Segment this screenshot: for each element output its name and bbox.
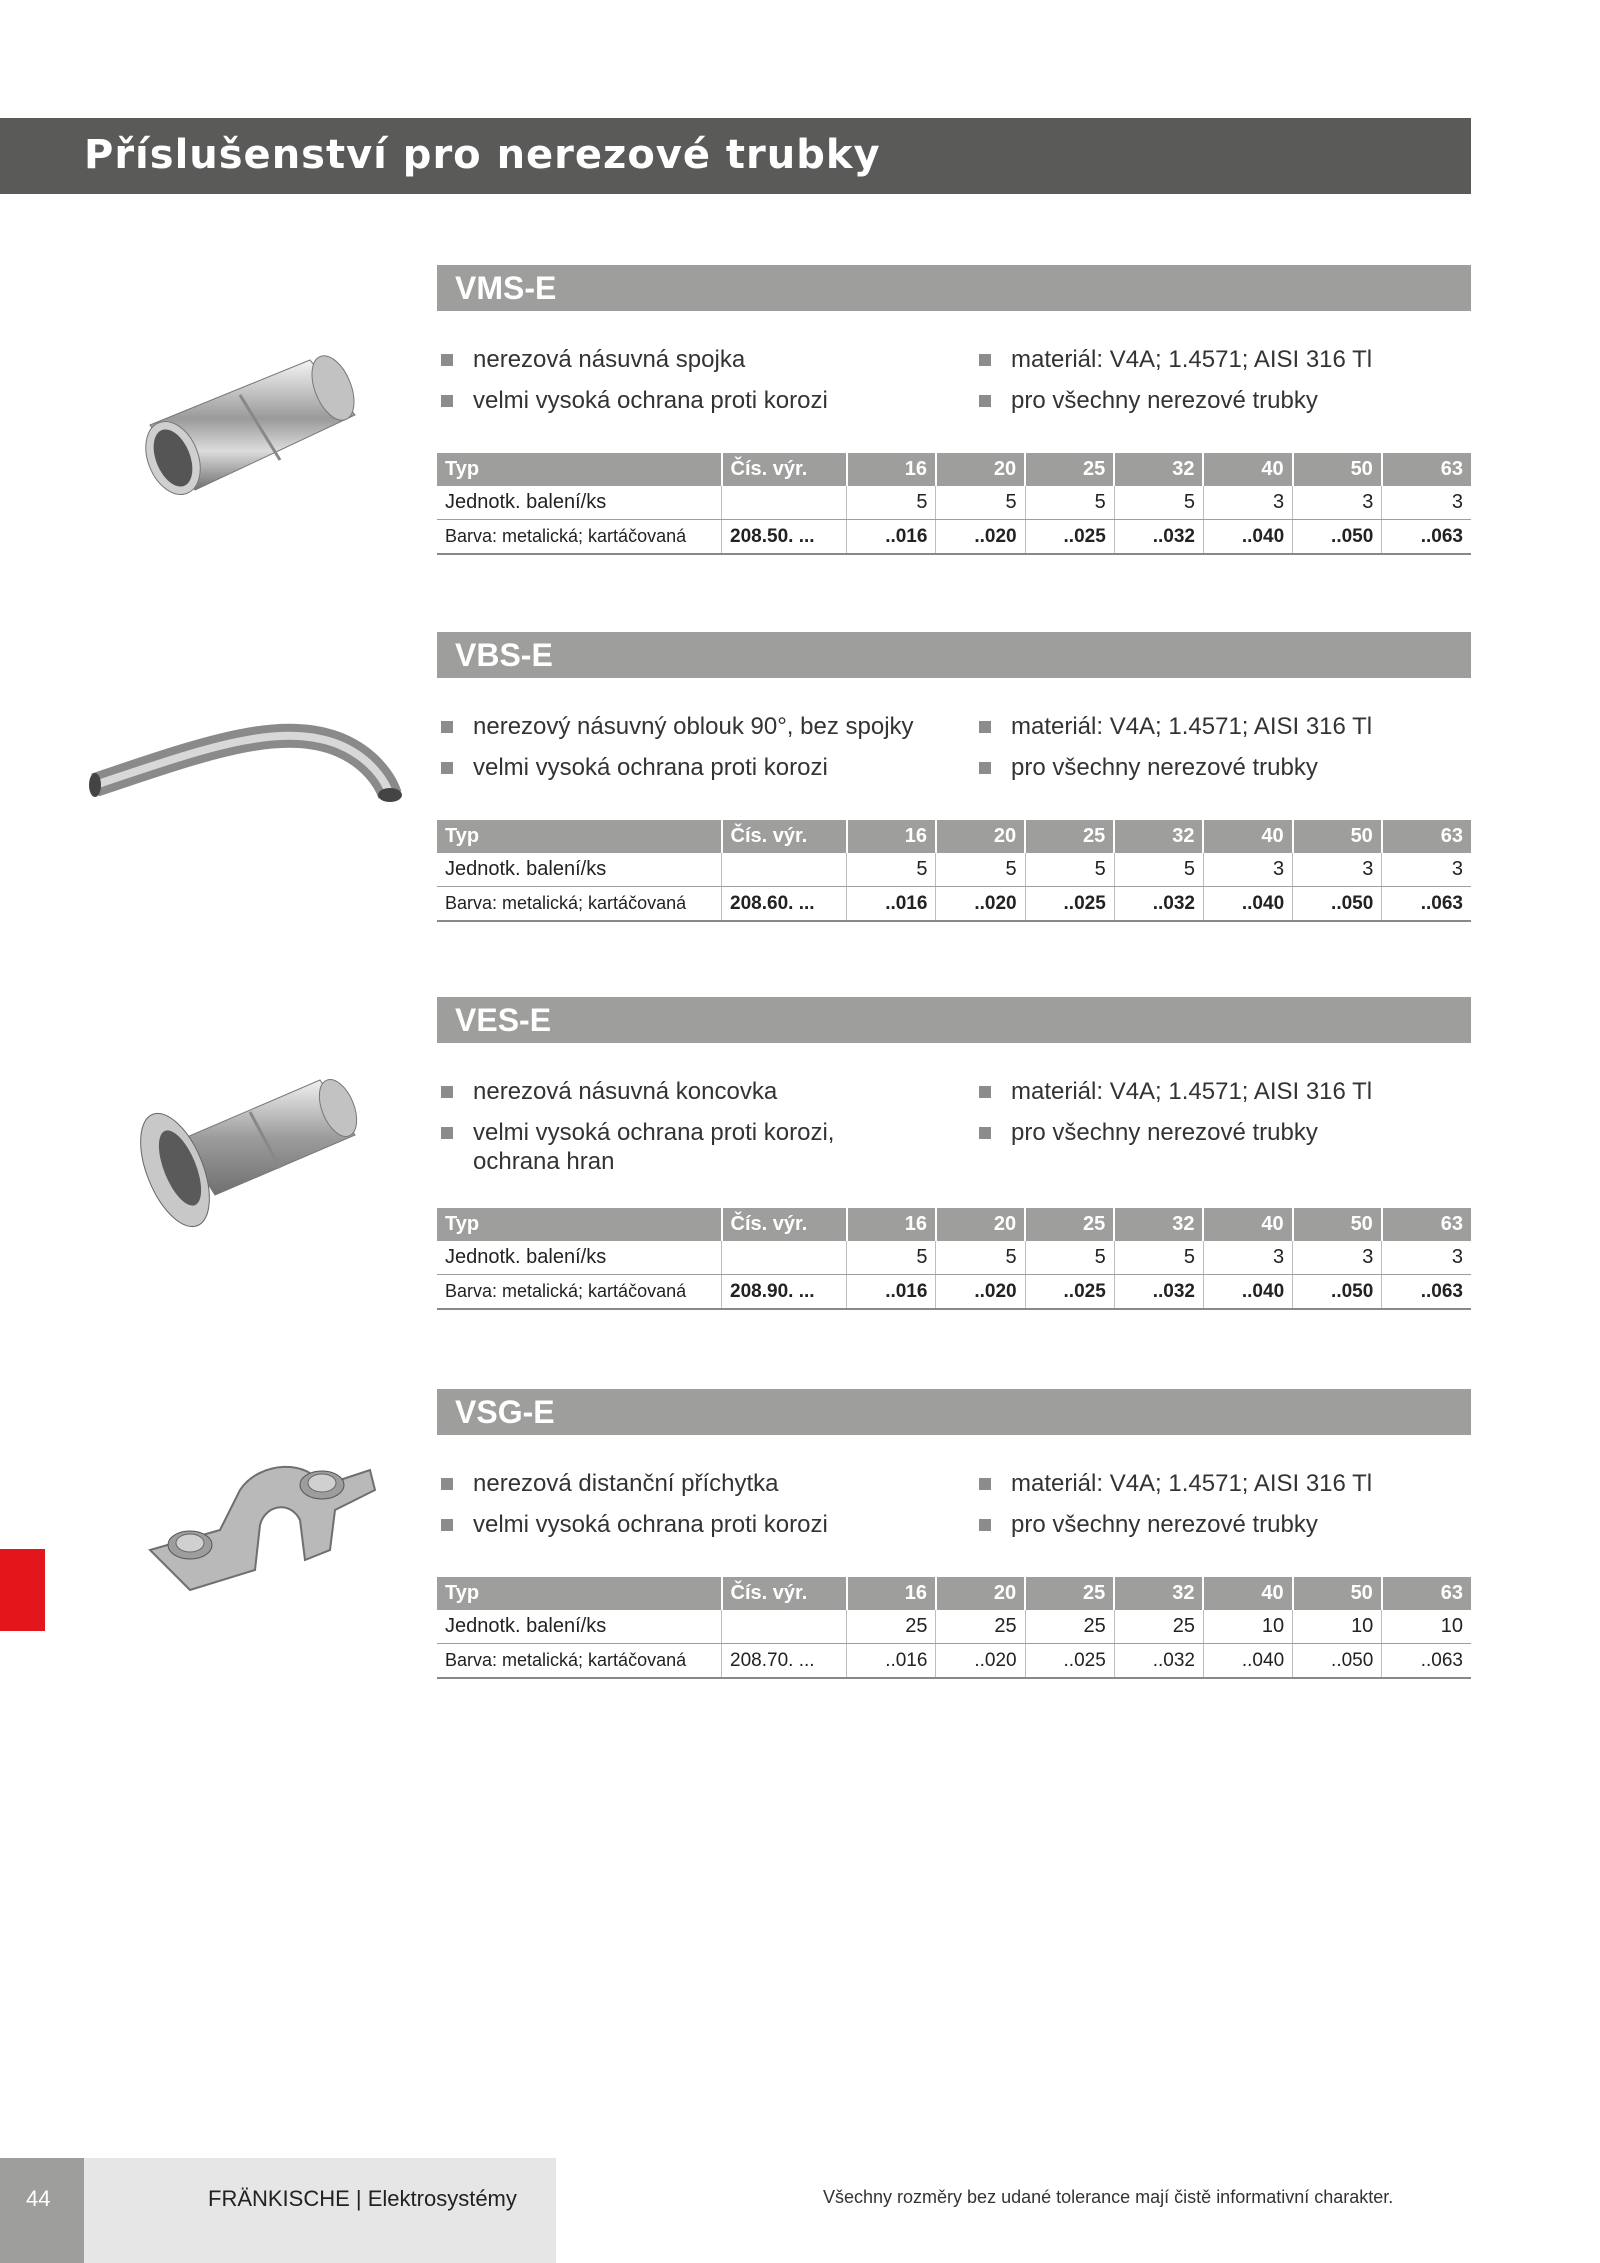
cell: 3 bbox=[1293, 486, 1382, 520]
feature-bullet: materiál: V4A; 1.4571; AISI 316 Tl bbox=[979, 345, 1459, 375]
feature-bullet: velmi vysoká ochrana proti korozi bbox=[441, 753, 941, 783]
bullet-square-icon bbox=[441, 1086, 453, 1098]
feature-bullet: nerezový násuvný oblouk 90°, bez spojky bbox=[441, 712, 941, 742]
col-size: 63 bbox=[1382, 1208, 1471, 1241]
bullet-square-icon bbox=[441, 721, 453, 733]
cell: 10 bbox=[1382, 1610, 1471, 1644]
cell: ..016 bbox=[847, 520, 936, 555]
cell-article: 208.50. ... bbox=[722, 520, 847, 555]
table-row bbox=[437, 486, 1471, 520]
bullet-square-icon bbox=[441, 762, 453, 774]
feature-bullet: pro všechny nerezové trubky bbox=[979, 386, 1459, 416]
cell-article: 208.70. ... bbox=[722, 1644, 847, 1679]
cell: 5 bbox=[1025, 1241, 1114, 1275]
col-size: 40 bbox=[1203, 820, 1292, 853]
footer-brand: FRÄNKISCHE | Elektrosystémy bbox=[208, 2186, 517, 2211]
feature-bullet: velmi vysoká ochrana proti korozi bbox=[441, 1510, 941, 1540]
feature-bullet: materiál: V4A; 1.4571; AISI 316 Tl bbox=[979, 1077, 1459, 1107]
section-title: VMS-E bbox=[455, 270, 557, 306]
row-label: Jednotk. balení/ks bbox=[437, 486, 722, 520]
cell: 25 bbox=[936, 1610, 1025, 1644]
col-size: 16 bbox=[847, 453, 936, 486]
cell: 3 bbox=[1293, 853, 1382, 887]
cell: ..016 bbox=[847, 887, 936, 922]
cell bbox=[722, 1241, 847, 1275]
col-typ: Typ bbox=[437, 820, 722, 853]
feature-bullet: pro všechny nerezové trubky bbox=[979, 1118, 1459, 1148]
col-size: 25 bbox=[1025, 453, 1114, 486]
feature-bullet: pro všechny nerezové trubky bbox=[979, 1510, 1459, 1540]
bullet-square-icon bbox=[979, 354, 991, 366]
cell: ..025 bbox=[1025, 520, 1114, 555]
col-size: 20 bbox=[936, 453, 1025, 486]
cell: 5 bbox=[936, 853, 1025, 887]
cell: ..050 bbox=[1293, 887, 1382, 922]
col-size: 25 bbox=[1025, 1208, 1114, 1241]
cell: 10 bbox=[1293, 1610, 1382, 1644]
col-size: 25 bbox=[1025, 820, 1114, 853]
bullet-square-icon bbox=[441, 1478, 453, 1490]
col-size: 50 bbox=[1293, 820, 1382, 853]
table-row bbox=[437, 1610, 1471, 1644]
cell: ..032 bbox=[1114, 520, 1203, 555]
cell: 5 bbox=[1025, 486, 1114, 520]
section-header bbox=[437, 1389, 1471, 1435]
spec-table bbox=[437, 1208, 1471, 1310]
col-article: Čís. výr. bbox=[722, 1577, 847, 1610]
section-title: VBS-E bbox=[455, 637, 553, 673]
bullet-square-icon bbox=[979, 395, 991, 407]
section-title: VES-E bbox=[455, 1002, 552, 1038]
bullet-square-icon bbox=[441, 1519, 453, 1531]
footer-page-number-box bbox=[0, 2158, 84, 2263]
cell: ..020 bbox=[936, 1275, 1025, 1310]
col-article: Čís. výr. bbox=[722, 453, 847, 486]
table-row bbox=[437, 1275, 1471, 1310]
cell: ..040 bbox=[1203, 887, 1292, 922]
elbow-image bbox=[80, 700, 420, 820]
table-row bbox=[437, 1644, 1471, 1679]
cell: 5 bbox=[1114, 486, 1203, 520]
bullet-square-icon bbox=[979, 721, 991, 733]
col-size: 32 bbox=[1114, 453, 1203, 486]
bullet-square-icon bbox=[979, 762, 991, 774]
feature-bullet: velmi vysoká ochrana proti korozi bbox=[441, 386, 941, 416]
cell: ..020 bbox=[936, 520, 1025, 555]
cell-article: 208.90. ... bbox=[722, 1275, 847, 1310]
page-title: Příslušenství pro nerezové trubky bbox=[84, 132, 881, 178]
section-header bbox=[437, 997, 1471, 1043]
coupling-image bbox=[130, 330, 370, 510]
feature-bullet: nerezová násuvná spojka bbox=[441, 345, 941, 375]
bullet-square-icon bbox=[441, 1127, 453, 1139]
cell: 3 bbox=[1203, 486, 1292, 520]
bullet-square-icon bbox=[979, 1478, 991, 1490]
cell: ..063 bbox=[1382, 1644, 1471, 1679]
row-label: Jednotk. balení/ks bbox=[437, 1241, 722, 1275]
cell: ..025 bbox=[1025, 1644, 1114, 1679]
col-size: 16 bbox=[847, 1577, 936, 1610]
bullet-square-icon bbox=[979, 1086, 991, 1098]
cell: ..050 bbox=[1293, 520, 1382, 555]
col-size: 50 bbox=[1293, 1208, 1382, 1241]
feature-bullet: materiál: V4A; 1.4571; AISI 316 Tl bbox=[979, 1469, 1459, 1499]
table-row bbox=[437, 853, 1471, 887]
col-size: 50 bbox=[1293, 453, 1382, 486]
cell: 5 bbox=[1114, 853, 1203, 887]
cell: ..032 bbox=[1114, 887, 1203, 922]
col-typ: Typ bbox=[437, 453, 722, 486]
cell: ..040 bbox=[1203, 1275, 1292, 1310]
page-number: 44 bbox=[26, 2186, 51, 2211]
section-header bbox=[437, 632, 1471, 678]
cell: 3 bbox=[1382, 1241, 1471, 1275]
col-size: 63 bbox=[1382, 1577, 1471, 1610]
feature-bullet: velmi vysoká ochrana proti korozi, bbox=[441, 1118, 941, 1148]
footer-note: Všechny rozměry bez udané tolerance mají čistě informativní charakter. bbox=[823, 2187, 1394, 2207]
table-row bbox=[437, 887, 1471, 922]
cell: ..032 bbox=[1114, 1644, 1203, 1679]
col-size: 32 bbox=[1114, 820, 1203, 853]
clamp-image bbox=[130, 1440, 390, 1620]
feature-bullet: ochrana hran bbox=[473, 1148, 615, 1175]
cell: ..063 bbox=[1382, 887, 1471, 922]
col-size: 63 bbox=[1382, 820, 1471, 853]
cell: 25 bbox=[847, 1610, 936, 1644]
cell: ..063 bbox=[1382, 520, 1471, 555]
cell: 5 bbox=[847, 486, 936, 520]
cell: ..032 bbox=[1114, 1275, 1203, 1310]
cell: 5 bbox=[1114, 1241, 1203, 1275]
feature-bullet: materiál: V4A; 1.4571; AISI 316 Tl bbox=[979, 712, 1459, 742]
table-row bbox=[437, 1241, 1471, 1275]
cell: 3 bbox=[1382, 486, 1471, 520]
feature-bullet: nerezová distanční příchytka bbox=[441, 1469, 941, 1499]
section-header bbox=[437, 265, 1471, 311]
col-size: 40 bbox=[1203, 1208, 1292, 1241]
bullet-square-icon bbox=[979, 1127, 991, 1139]
col-size: 32 bbox=[1114, 1208, 1203, 1241]
cell bbox=[722, 853, 847, 887]
section-title: VSG-E bbox=[455, 1394, 555, 1430]
feature-bullet: nerezová násuvná koncovka bbox=[441, 1077, 941, 1107]
table-header-row bbox=[437, 1208, 1471, 1241]
footer-brand-box bbox=[84, 2158, 556, 2263]
col-article: Čís. výr. bbox=[722, 820, 847, 853]
cell: ..020 bbox=[936, 1644, 1025, 1679]
cell: ..040 bbox=[1203, 520, 1292, 555]
table-row bbox=[437, 520, 1471, 555]
spec-table bbox=[437, 820, 1471, 922]
cell: 5 bbox=[936, 1241, 1025, 1275]
cell: ..020 bbox=[936, 887, 1025, 922]
bullet-square-icon bbox=[441, 354, 453, 366]
cell bbox=[722, 1610, 847, 1644]
col-size: 40 bbox=[1203, 453, 1292, 486]
col-size: 20 bbox=[936, 820, 1025, 853]
end-piece-image bbox=[130, 1050, 370, 1250]
cell: 3 bbox=[1203, 1241, 1292, 1275]
spec-table bbox=[437, 1577, 1471, 1679]
cell-article: 208.60. ... bbox=[722, 887, 847, 922]
cell: 5 bbox=[936, 486, 1025, 520]
row-label: Barva: metalická; kartáčovaná bbox=[437, 887, 722, 922]
table-header-row bbox=[437, 1577, 1471, 1610]
cell: 3 bbox=[1293, 1241, 1382, 1275]
col-typ: Typ bbox=[437, 1208, 722, 1241]
cell: ..025 bbox=[1025, 1275, 1114, 1310]
spec-table bbox=[437, 453, 1471, 555]
col-size: 32 bbox=[1114, 1577, 1203, 1610]
row-label: Barva: metalická; kartáčovaná bbox=[437, 1275, 722, 1310]
col-size: 40 bbox=[1203, 1577, 1292, 1610]
cell: 10 bbox=[1203, 1610, 1292, 1644]
cell: 5 bbox=[1025, 853, 1114, 887]
cell: ..063 bbox=[1382, 1275, 1471, 1310]
cell: ..050 bbox=[1293, 1275, 1382, 1310]
cell: ..016 bbox=[847, 1644, 936, 1679]
cell: ..050 bbox=[1293, 1644, 1382, 1679]
col-size: 50 bbox=[1293, 1577, 1382, 1610]
row-label: Barva: metalická; kartáčovaná bbox=[437, 520, 722, 555]
cell: 25 bbox=[1114, 1610, 1203, 1644]
cell: 3 bbox=[1382, 853, 1471, 887]
bullet-square-icon bbox=[979, 1519, 991, 1531]
col-size: 63 bbox=[1382, 453, 1471, 486]
cell: 25 bbox=[1025, 1610, 1114, 1644]
cell: ..025 bbox=[1025, 887, 1114, 922]
col-size: 16 bbox=[847, 1208, 936, 1241]
feature-bullet: pro všechny nerezové trubky bbox=[979, 753, 1459, 783]
page-title-bar bbox=[0, 118, 1471, 194]
col-typ: Typ bbox=[437, 1577, 722, 1610]
col-size: 25 bbox=[1025, 1577, 1114, 1610]
cell: ..016 bbox=[847, 1275, 936, 1310]
col-size: 20 bbox=[936, 1577, 1025, 1610]
chapter-marker bbox=[0, 1549, 45, 1631]
bullet-square-icon bbox=[441, 395, 453, 407]
cell: ..040 bbox=[1203, 1644, 1292, 1679]
col-size: 20 bbox=[936, 1208, 1025, 1241]
row-label: Jednotk. balení/ks bbox=[437, 1610, 722, 1644]
table-header-row bbox=[437, 820, 1471, 853]
col-article: Čís. výr. bbox=[722, 1208, 847, 1241]
cell: 3 bbox=[1203, 853, 1292, 887]
table-header-row bbox=[437, 453, 1471, 486]
row-label: Barva: metalická; kartáčovaná bbox=[437, 1644, 722, 1679]
cell: 5 bbox=[847, 1241, 936, 1275]
col-size: 16 bbox=[847, 820, 936, 853]
cell: 5 bbox=[847, 853, 936, 887]
cell bbox=[722, 486, 847, 520]
row-label: Jednotk. balení/ks bbox=[437, 853, 722, 887]
